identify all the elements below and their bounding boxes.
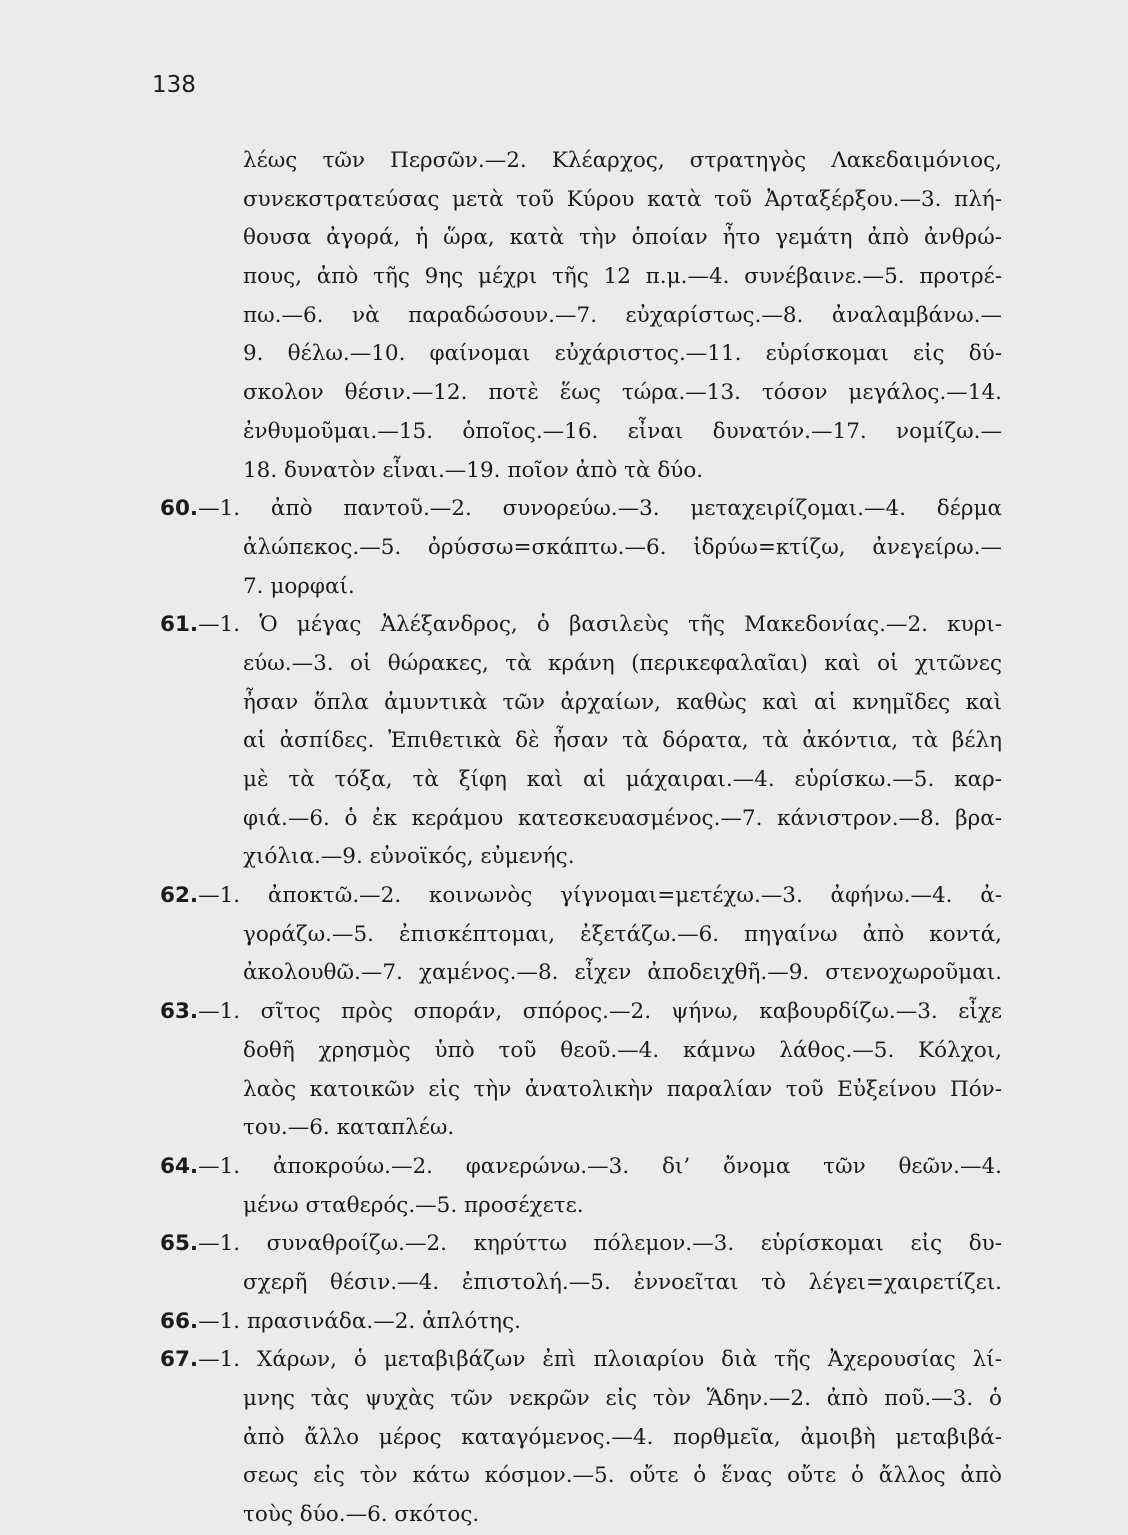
exercise-number: 63. — [160, 999, 199, 1025]
line-text: αἱ ἀσπίδες. Ἐπιθετικὰ δὲ ἦσαν τὰ δόρατα, τὰ ἀκόντια, τὰ βέλη — [243, 728, 1002, 754]
line-text: —1. πρασινάδα.—2. ἁπλότης. — [198, 1308, 521, 1334]
text-line — [160, 993, 1002, 1032]
line-text: —1. ἀπὸ παντοῦ.—2. συνορεύω.—3. μεταχειρίζομαι.—4. δέρμα — [198, 496, 1002, 522]
line-text: ἐνθυμοῦμαι.—15. ὁποῖος.—16. εἶναι δυνατόν.—17. νομίζω.— — [243, 418, 1002, 444]
line-text: εύω.—3. οἱ θώρακες, τὰ κράνη (περικεφαλαῖαι) καὶ οἱ χιτῶνες — [243, 650, 1002, 676]
line-text: 9. θέλω.—10. φαίνομαι εὐχάριστος.—11. εὑρίσκομαι εἰς δύ- — [243, 341, 1002, 367]
text-line — [160, 219, 1002, 258]
line-text: 18. δυνατὸν εἶναι.—19. ποῖον ἀπὸ τὰ δύο. — [243, 457, 704, 483]
exercise-number: 65. — [160, 1231, 199, 1257]
text-line — [160, 335, 1002, 374]
text-line — [160, 916, 1002, 955]
line-text: θουσα ἀγορά, ἡ ὥρα, κατὰ τὴν ὁποίαν ἦτο γεμάτη ἀπὸ ἀνθρώ- — [243, 225, 1002, 251]
exercise-number: 66. — [160, 1308, 199, 1334]
text-line — [160, 1380, 1002, 1419]
text-line — [160, 722, 1002, 761]
text-line — [160, 1071, 1002, 1110]
text-line — [160, 1419, 1002, 1458]
text-line — [160, 606, 1002, 645]
answer-key-text — [160, 142, 1002, 1535]
exercise-number: 60. — [160, 496, 199, 522]
line-text: σεως εἰς τὸν κάτω κόσμον.—5. οὔτε ὁ ἕνας οὔτε ὁ ἄλλος ἀπὸ — [243, 1463, 1002, 1489]
line-text: σχερῆ θέσιν.—4. ἐπιστολή.—5. ἐννοεῖται τὸ λέγει=χαιρετίζει. — [243, 1269, 1002, 1295]
line-text: ἦσαν ὅπλα ἀμυντικὰ τῶν ἀρχαίων, καθὼς καὶ αἱ κνημῖδες καὶ — [243, 689, 1002, 715]
line-text: —1. Ὁ μέγας Ἀλέξανδρος, ὁ βασιλεὺς τῆς Μακεδονίας.—2. κυρι- — [198, 612, 1002, 638]
page-number: 138 — [152, 72, 196, 98]
line-text: —1. ἀποκτῶ.—2. κοινωνὸς γίγνομαι=μετέχω.—3. ἀφήνω.—4. ἀ- — [198, 883, 1002, 909]
text-line — [160, 1341, 1002, 1380]
line-text: σκολον θέσιν.—12. ποτὲ ἕως τώρα.—13. τόσον μεγάλος.—14. — [243, 380, 1002, 406]
line-text: —1. σῖτος πρὸς σποράν, σπόρος.—2. ψήνω, καβουρδίζω.—3. εἶχε — [198, 999, 1002, 1025]
text-line — [160, 568, 1002, 607]
line-text: δοθῆ χρησμὸς ὑπὸ τοῦ θεοῦ.—4. κάμνω λάθος.—5. Κόλχοι, — [243, 1037, 1002, 1063]
text-line — [160, 374, 1002, 413]
text-line — [160, 1109, 1002, 1148]
exercise-number: 67. — [160, 1347, 199, 1373]
text-line — [160, 413, 1002, 452]
text-line — [160, 954, 1002, 993]
text-line — [160, 142, 1002, 181]
text-line — [160, 800, 1002, 839]
text-line — [160, 181, 1002, 220]
text-line — [160, 258, 1002, 297]
line-text: φιά.—6. ὁ ἐκ κεράμου κατεσκευασμένος.—7. κάνιστρον.—8. βρα- — [243, 805, 1002, 831]
line-text: ἀπὸ ἄλλο μέρος καταγόμενος.—4. πορθμεῖα, ἀμοιβὴ μεταβιβά- — [243, 1424, 1002, 1450]
exercise-number: 64. — [160, 1153, 199, 1179]
text-line — [160, 1187, 1002, 1226]
line-text: πω.—6. νὰ παραδώσουν.—7. εὐχαρίστως.—8. ἀναλαμβάνω.— — [243, 302, 1002, 328]
text-line — [160, 1457, 1002, 1496]
text-line — [160, 684, 1002, 723]
line-text: ἀλώπεκος.—5. ὀρύσσω=σκάπτω.—6. ἱδρύω=κτίζω, ἀνεγείρω.— — [243, 534, 1002, 560]
line-text: —1. συναθροίζω.—2. κηρύττω πόλεμον.—3. εὑρίσκομαι εἰς δυ- — [198, 1231, 1002, 1257]
text-line — [160, 1496, 1002, 1535]
line-text: —1. Χάρων, ὁ μεταβιβάζων ἐπὶ πλοιαρίου διὰ τῆς Ἀχερουσίας λί- — [198, 1347, 1002, 1373]
line-text: του.—6. καταπλέω. — [243, 1115, 455, 1141]
text-line — [160, 877, 1002, 916]
line-text: ἀκολουθῶ.—7. χαμένος.—8. εἶχεν ἀποδειχθῆ.—9. στενοχωροῦμαι. — [243, 960, 1002, 986]
line-text: λαὸς κατοικῶν εἰς τὴν ἀνατολικὴν παραλίαν τοῦ Εὐξείνου Πόν- — [243, 1076, 1002, 1102]
text-line — [160, 1148, 1002, 1187]
line-text: πους, ἀπὸ τῆς 9ης μέχρι τῆς 12 π.μ.—4. συνέβαινε.—5. προτρέ- — [243, 264, 1002, 290]
text-line — [160, 1225, 1002, 1264]
line-text: γοράζω.—5. ἐπισκέπτομαι, ἐξετάζω.—6. πηγαίνω ἀπὸ κοντά, — [243, 921, 1002, 947]
line-text: μὲ τὰ τόξα, τὰ ξίφη καὶ αἱ μάχαιραι.—4. εὑρίσκω.—5. καρ- — [243, 767, 1002, 792]
exercise-number: 62. — [160, 883, 199, 909]
exercise-number: 61. — [160, 612, 199, 638]
text-line — [160, 761, 1002, 800]
text-line — [160, 490, 1002, 529]
text-line — [160, 645, 1002, 684]
text-line — [160, 452, 1002, 491]
line-text: μένω σταθερός.—5. προσέχετε. — [243, 1192, 584, 1218]
text-line — [160, 1264, 1002, 1303]
line-text: λέως τῶν Περσῶν.—2. Κλέαρχος, στρατηγὸς Λακεδαιμόνιος, — [243, 148, 1002, 173]
text-line — [160, 297, 1002, 336]
text-line — [160, 1032, 1002, 1071]
text-line — [160, 838, 1002, 877]
line-text: 7. μορφαί. — [243, 573, 355, 599]
text-line — [160, 1303, 1002, 1342]
line-text: χιόλια.—9. εὐνοϊκός, εὐμενής. — [243, 844, 575, 870]
line-text: συνεκστρατεύσας μετὰ τοῦ Κύρου κατὰ τοῦ Ἀρταξέρξου.—3. πλή- — [243, 186, 1002, 212]
line-text: μνης τὰς ψυχὰς τῶν νεκρῶν εἰς τὸν Ἅδην.—2. ἀπὸ ποῦ.—3. ὁ — [243, 1386, 1002, 1411]
line-text: τοὺς δύο.—6. σκότος. — [243, 1502, 480, 1528]
text-line — [160, 529, 1002, 568]
line-text: —1. ἀποκρούω.—2. φανερώνω.—3. δι’ ὄνομα τῶν θεῶν.—4. — [198, 1153, 1002, 1179]
